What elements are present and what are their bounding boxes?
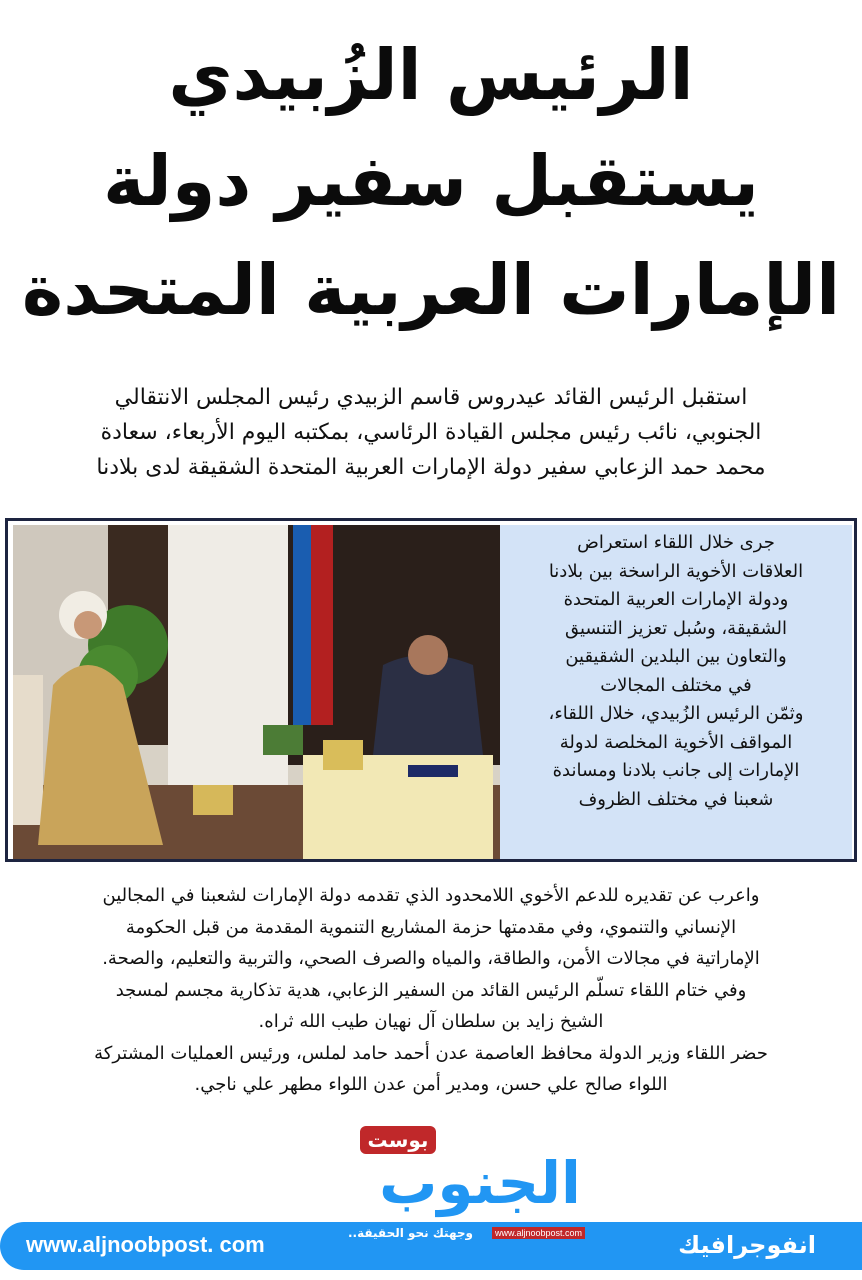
panel-line: ودولة الإمارات العربية المتحدة <box>563 589 789 610</box>
intro-line: الجنوبي، نائب رئيس مجلس القيادة الرئاسي، بمكتبه اليوم الأربعاء، سعادة <box>100 420 762 445</box>
footer-slogan: وجهتك نحو الحقيقة.. <box>348 1226 473 1240</box>
body-line: الشيخ زايد بن سلطان آل نهيان طيب الله ثراه. <box>258 1011 604 1032</box>
footer-bar <box>0 1222 862 1270</box>
intro-line: محمد حمد الزعابي سفير دولة الإمارات العربية المتحدة الشقيقة لدى بلادنا <box>96 455 766 480</box>
panel-line: الإمارات إلى جانب بلادنا ومساندة <box>552 760 800 781</box>
photo-text-box <box>5 518 857 862</box>
body-line: واعرب عن تقديره للدعم الأخوي اللامحدود الذي تقدمه دولة الإمارات لشعبنا في المجالين <box>102 885 760 906</box>
headline-line-1: الرئيس الزُبيدي <box>168 34 694 116</box>
panel-line: المواقف الأخوية المخلصة لدولة <box>559 731 793 753</box>
meeting-photo <box>13 525 500 859</box>
body-line: الإنساني والتنموي، وفي مقدمتها حزمة المشاريع التنموية المقدمة من قبل الحكومة <box>125 916 737 938</box>
panel-line: في مختلف المجالات <box>600 674 752 696</box>
footer-infographic-label: انفوجرافيك <box>678 1231 816 1259</box>
panel-line: العلاقات الأخوية الراسخة بين بلادنا <box>548 560 804 582</box>
panel-line: وثمّن الرئيس الزُبيدي، خلال اللقاء، <box>548 703 804 724</box>
footer-website-link[interactable]: www.aljnoobpost. com <box>26 1232 265 1257</box>
body-line: حضر اللقاء وزير الدولة محافظ العاصمة عدن أحمد حامد لملس، ورئيس العمليات المشتركة <box>94 1042 768 1064</box>
panel-line: شعبنا في مختلف الظروف <box>578 788 774 810</box>
intro-line: استقبل الرئيس القائد عيدروس قاسم الزبيدي رئيس المجلس الانتقالي <box>114 385 748 410</box>
panel-line: الشقيقة، وسُبل تعزيز التنسيق <box>564 617 788 639</box>
panel-line: جرى خلال اللقاء استعراض <box>577 532 775 553</box>
logo-main-text: الجنوب <box>379 1149 581 1217</box>
panel-line: والتعاون بين البلدين الشقيقين <box>565 646 787 667</box>
intro-paragraph <box>20 380 842 485</box>
logo-post-badge: بوست <box>360 1126 436 1154</box>
body-line: وفي ختام اللقاء تسلّم الرئيس القائد من السفير الزعابي، هدية تذكارية مجسم لمسجد <box>115 979 747 1001</box>
headline-line-3: الإمارات العربية المتحدة <box>21 249 841 331</box>
headline-line-2: يستقبل سفير دولة <box>103 140 759 222</box>
aljanoob-post-logo <box>360 1126 600 1221</box>
body-line: الإماراتية في مجالات الأمن، والطاقة، والمياه والصرف الصحي، والتربية والتعليم، والصحة. <box>102 948 760 969</box>
body-line: اللواء صالح علي حسن، ومدير أمن عدن اللواء مطهر علي ناجي. <box>194 1074 668 1095</box>
footer-mini-url: www.aljnoobpost.com <box>492 1227 585 1239</box>
body-paragraph <box>20 880 842 1101</box>
highlight-text-panel <box>500 525 852 859</box>
